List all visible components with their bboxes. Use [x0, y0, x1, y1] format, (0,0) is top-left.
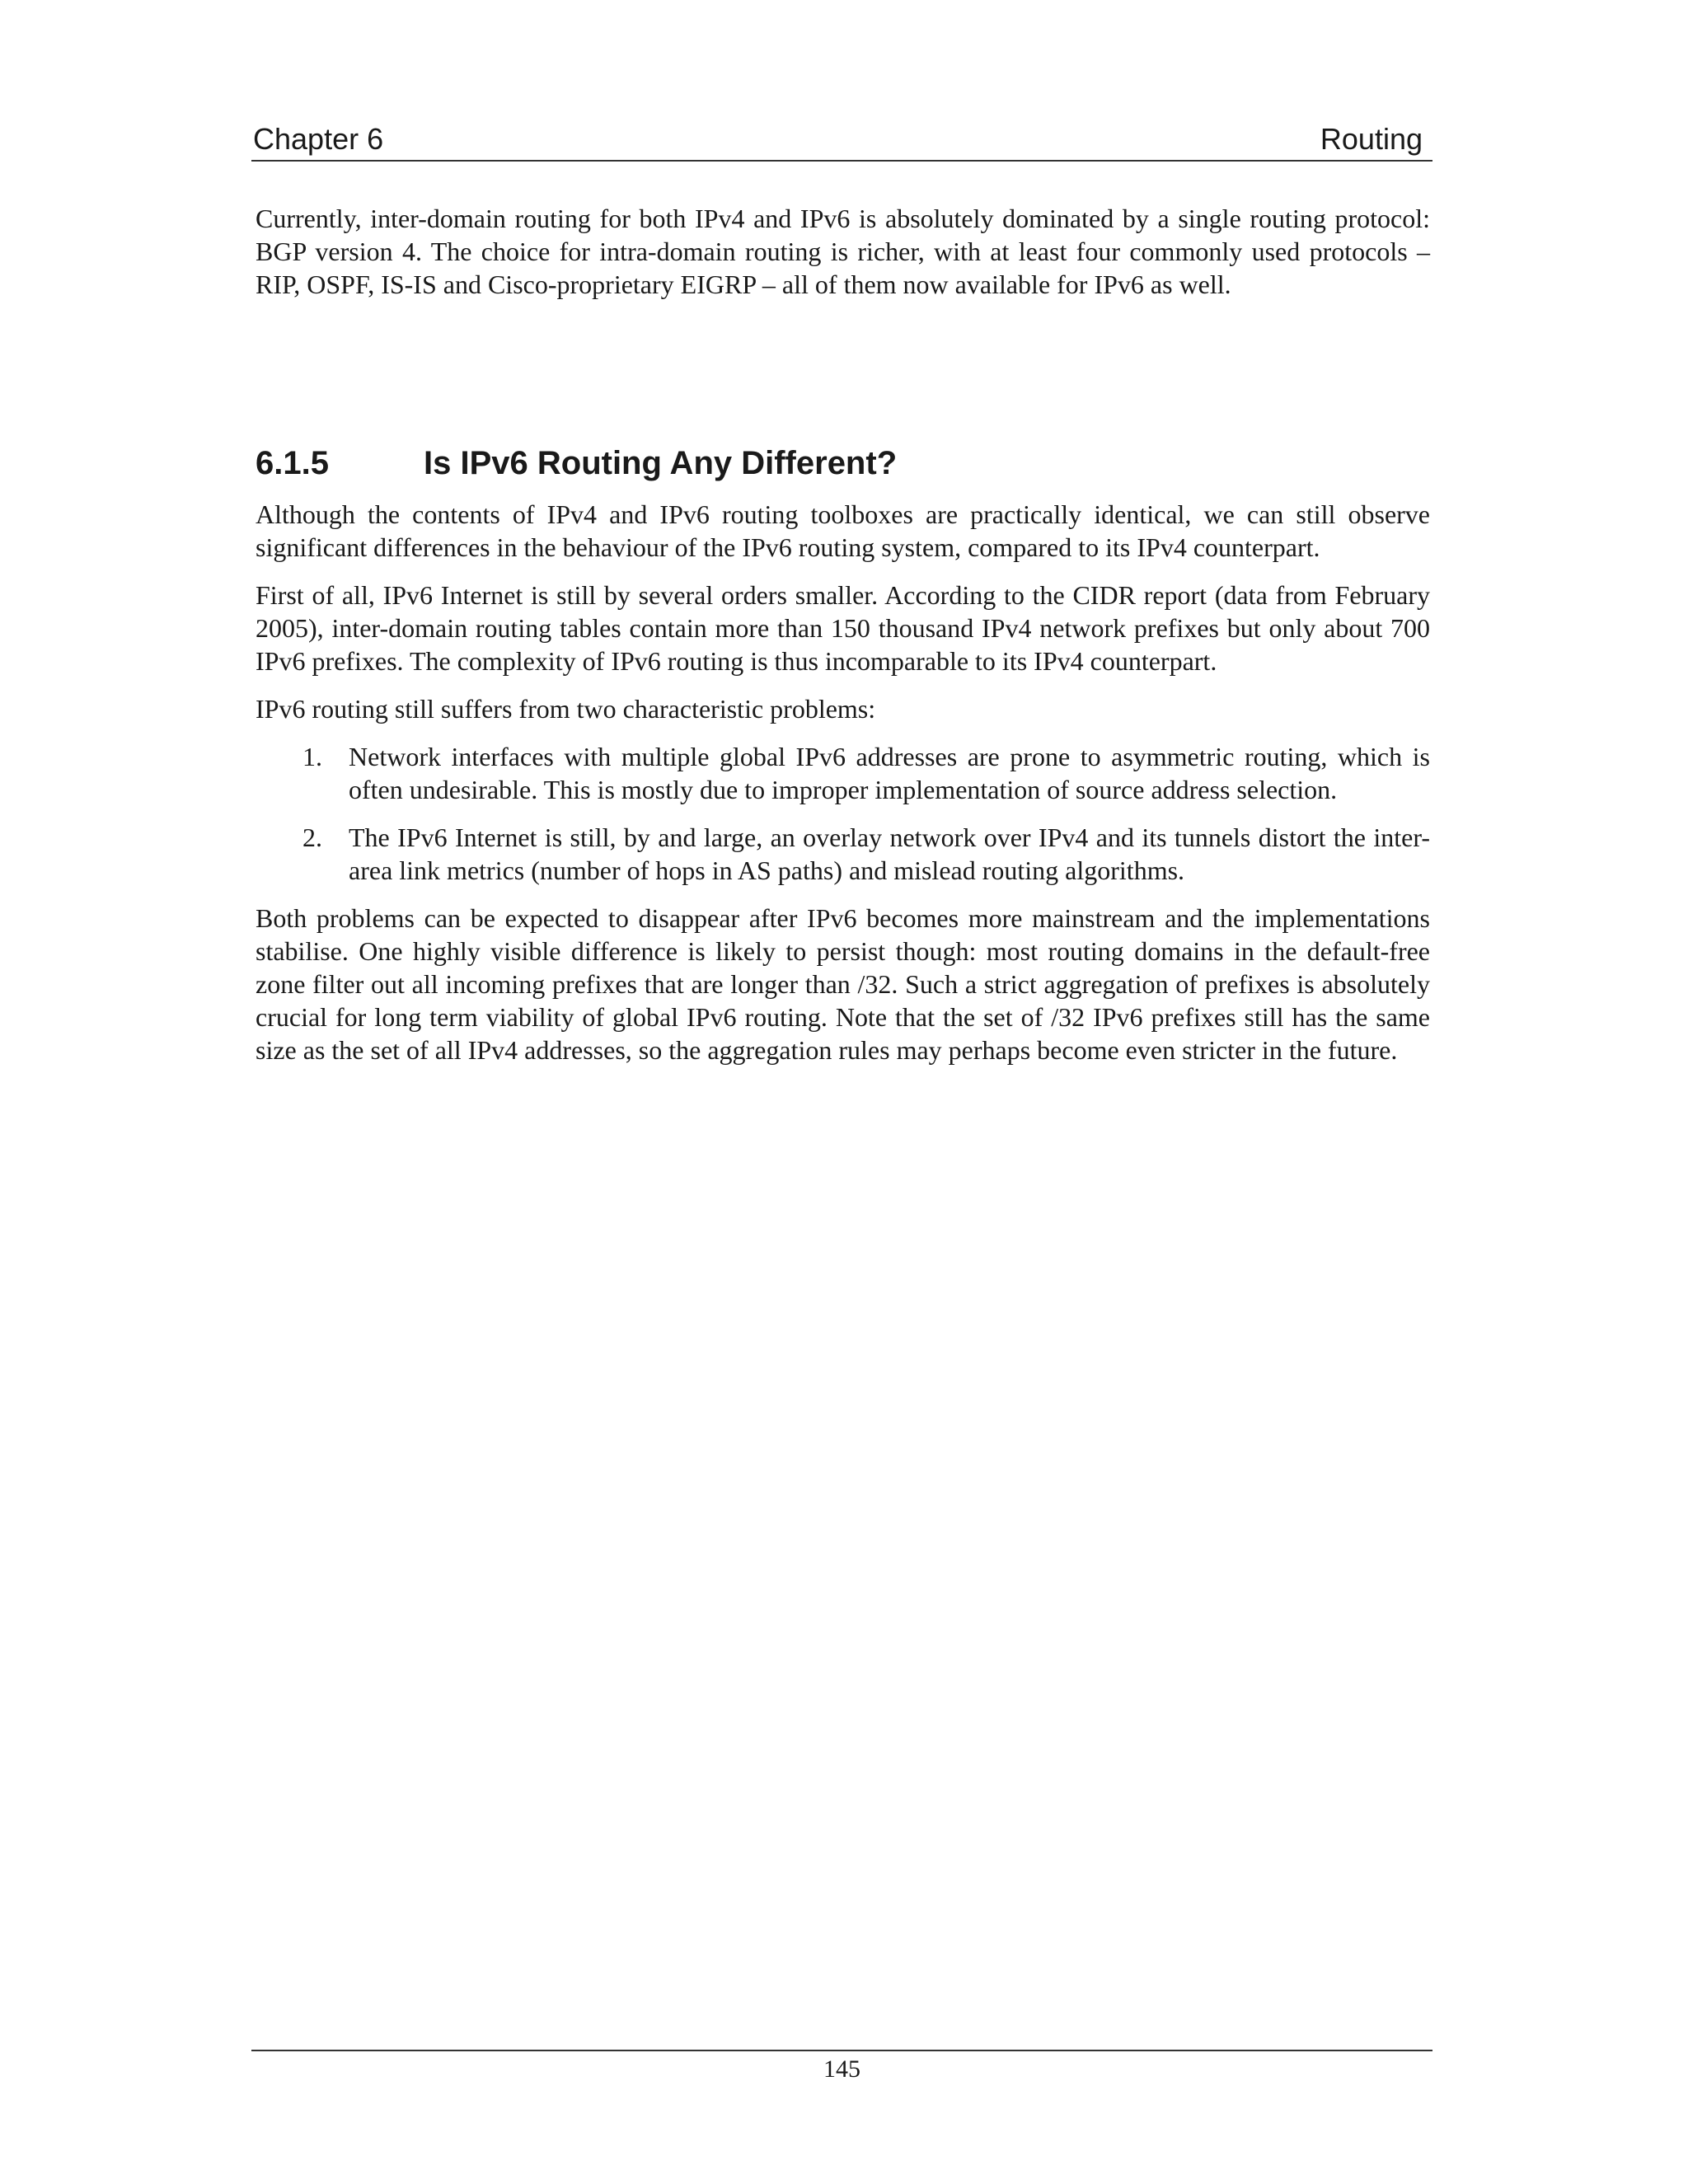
- list-item-text: Network interfaces with multiple global IPv6 addresses are prone to asymmetric routing, which is often undesirable. This is mostly due to improper implementation of source address selection.: [349, 742, 1430, 804]
- list-item: [256, 740, 1430, 806]
- list-marker: 2.: [302, 823, 322, 852]
- list-item: [256, 821, 1430, 887]
- section-body: [256, 498, 1430, 1081]
- running-header: [251, 122, 1432, 162]
- page-number: 145: [823, 2055, 860, 2083]
- section-number: 6.1.5: [256, 445, 329, 481]
- body-paragraph: Although the contents of IPv4 and IPv6 routing toolboxes are practically identical, we can still observe significant differences in the behaviour of the IPv6 routing system, compared to its IPv4 counterpart.: [256, 499, 1430, 562]
- section-label: Routing: [1320, 122, 1423, 156]
- body-paragraph: First of all, IPv6 Internet is still by several orders smaller. According to the CIDR report (data from February 2005), inter-domain routing tables contain more than 150 thousand IPv4 network prefixes but only about 700 IPv6 prefixes. The complexity of IPv6 routing is thus incomparable to its IPv4 counterpart.: [256, 580, 1430, 676]
- closing-paragraph: Both problems can be expected to disappear after IPv6 becomes more mainstream and the implementations stabilise. One highly visible difference is likely to persist though: most routing domains in the default-free zone filter out all incoming prefixes that are longer than /32. Such a strict aggregation of prefixes is absolutely crucial for long term viability of global IPv6 routing. Note that the set of /32 IPv6 prefixes still has the same size as the set of all IPv4 addresses, so the aggregation rules may perhaps become even stricter in the future.: [256, 903, 1430, 1065]
- section-title: Is IPv6 Routing Any Different?: [424, 445, 898, 481]
- problem-list: [256, 740, 1430, 887]
- chapter-label: Chapter 6: [253, 122, 384, 156]
- page-footer: [251, 2050, 1432, 2086]
- body-paragraph: IPv6 routing still suffers from two characteristic problems:: [256, 694, 876, 724]
- section-heading: [256, 443, 897, 483]
- intro-paragraph: Currently, inter-domain routing for both IPv4 and IPv6 is absolutely dominated by a single routing protocol: BGP version 4. The choice for intra-domain routing is richer, with at least four commonly used protocols – RIP, OSPF, IS-IS and Cisco-proprietary EIGRP – all of them now available for IPv6 as well.: [256, 204, 1430, 299]
- intro-block: [256, 202, 1430, 301]
- list-marker: 1.: [302, 742, 322, 771]
- list-item-text: The IPv6 Internet is still, by and large, an overlay network over IPv4 and its tunnels distort the inter-area link metrics (number of hops in AS paths) and mislead routing algorithms.: [349, 823, 1430, 885]
